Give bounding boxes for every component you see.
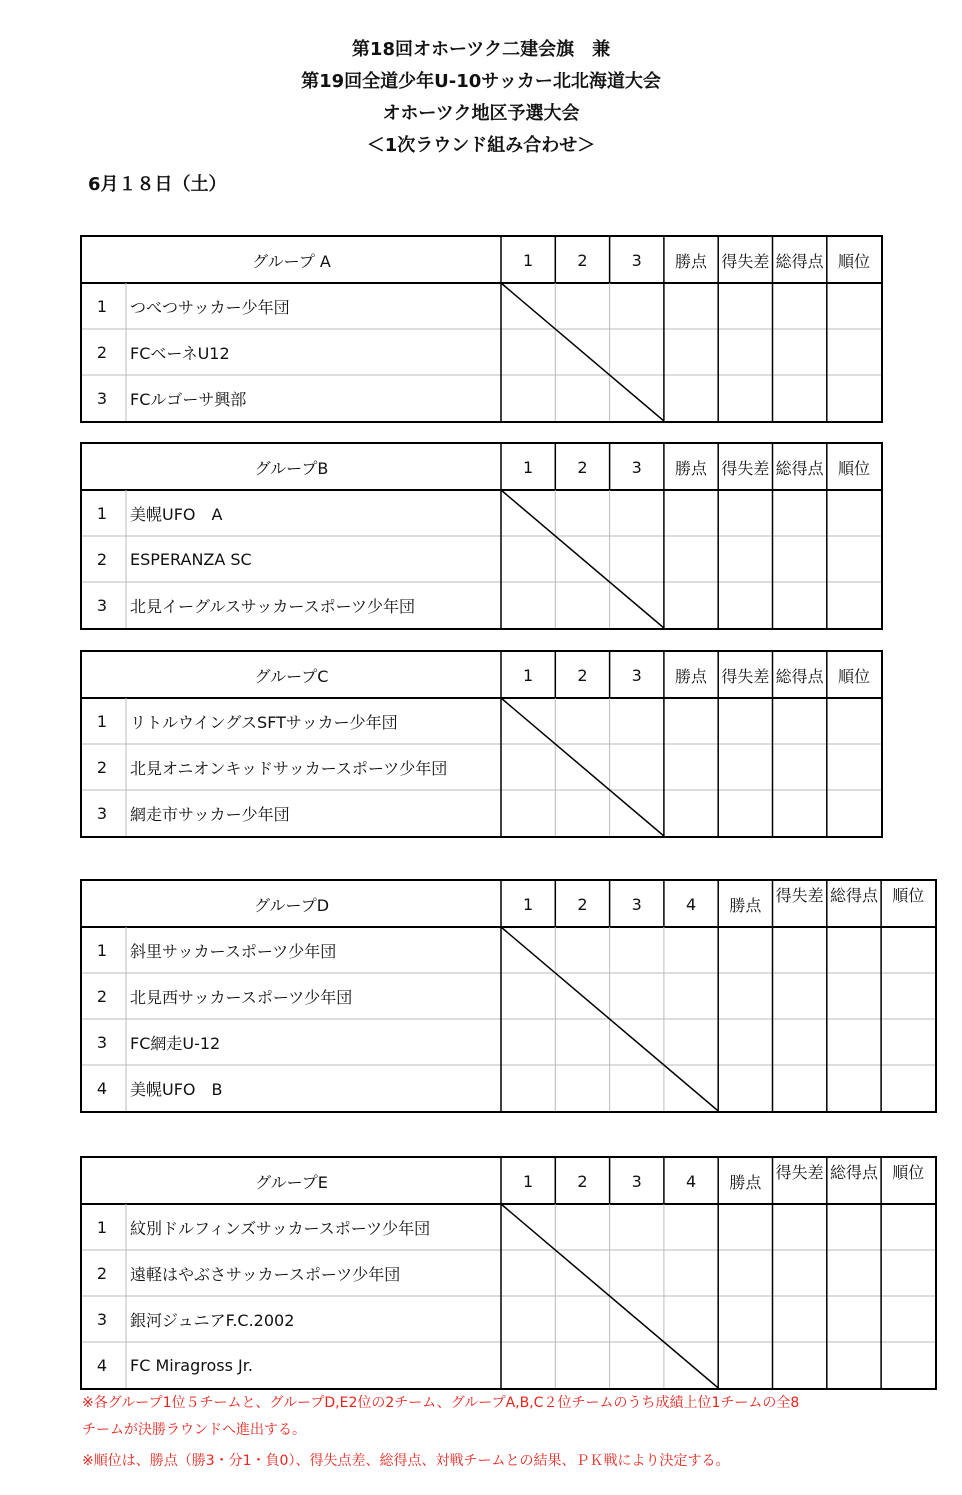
team-number: 2	[96, 549, 108, 569]
team-name: 遠軽はやぶさサッカースポーツ少年団	[130, 1264, 401, 1284]
match-col-header: 2	[577, 665, 588, 685]
team-name: FC網走U-12	[130, 1033, 221, 1053]
match-col-header: 2	[577, 457, 588, 477]
team-name: 斜里サッカースポーツ少年団	[130, 941, 337, 961]
group-name: グループC	[254, 666, 329, 686]
match-col-header: 2	[577, 1171, 588, 1191]
match-col-header: 1	[523, 894, 534, 914]
team-name: ESPERANZA SC	[130, 549, 252, 569]
team-name: 美幌UFO A	[130, 504, 223, 524]
match-col-header: 3	[631, 1171, 642, 1191]
stat-col-header: 総得点	[775, 666, 824, 686]
team-name: 北見西サッカースポーツ少年団	[130, 987, 353, 1007]
stat-col-header: 順位	[892, 1163, 925, 1182]
team-name: リトルウイングスSFTサッカー少年団	[130, 712, 398, 732]
stat-col-header: 総得点	[775, 251, 824, 271]
stat-col-header: 勝点	[729, 1172, 762, 1192]
team-name: 美幌UFO B	[130, 1079, 223, 1099]
note-line-3: ※順位は、勝点（勝3・分1・負0）、得失点差、総得点、対戦チームとの結果、ＰＫ戦により決定する。	[82, 1453, 730, 1469]
group-table	[80, 1156, 937, 1390]
team-number: 1	[96, 940, 108, 960]
group-name: グループB	[254, 458, 329, 478]
stat-col-header: 勝点	[729, 895, 762, 915]
match-col-header: 1	[523, 250, 534, 270]
group-name: グループD	[253, 895, 330, 915]
stat-col-header: 順位	[892, 886, 925, 905]
title-line-1: 第18回オホーツク二建会旗 兼	[351, 39, 611, 60]
match-date: 6月１８日（土）	[88, 174, 227, 195]
title-line-2: 第19回全道少年U-10サッカー北北海道大会	[301, 71, 661, 92]
stat-col-header: 総得点	[829, 886, 878, 905]
note-line-1: ※各グループ1位５チームと、グループD,E2位の2チーム、グループA,B,C２位チームのうち成績上位1チームの全8	[82, 1395, 800, 1411]
team-name: 北見イーグルスサッカースポーツ少年団	[130, 596, 415, 616]
team-name: FCベーネU12	[130, 343, 230, 363]
diagonal-line	[501, 490, 664, 628]
team-name: FCルゴーサ興部	[130, 389, 247, 409]
stat-col-header: 得失差	[775, 1163, 824, 1182]
team-name: 紋別ドルフィンズサッカースポーツ少年団	[130, 1218, 431, 1238]
stat-col-header: 順位	[837, 251, 870, 271]
match-col-header: 3	[631, 250, 642, 270]
team-number: 1	[96, 296, 108, 316]
group-table	[80, 650, 883, 838]
group-table	[80, 879, 937, 1113]
group-table	[80, 235, 883, 423]
team-number: 1	[96, 503, 108, 523]
team-number: 3	[96, 388, 108, 408]
stat-col-header: 総得点	[829, 1163, 878, 1182]
stat-col-header: 総得点	[775, 458, 824, 478]
team-number: 2	[96, 342, 108, 362]
stat-col-header: 勝点	[675, 251, 708, 271]
title-line-3: オホーツク地区予選大会	[382, 103, 580, 124]
stat-col-header: 得失差	[721, 251, 770, 271]
match-col-header: 3	[631, 894, 642, 914]
group-table	[80, 442, 883, 630]
stat-col-header: 勝点	[675, 458, 708, 478]
team-name: 網走市サッカー少年団	[130, 804, 290, 824]
title-line-4: ＜1次ラウンド組み合わせ＞	[366, 135, 596, 156]
stat-col-header: 勝点	[675, 666, 708, 686]
note-line-2: チームが決勝ラウンドへ進出する。	[82, 1422, 306, 1438]
match-col-header: 2	[577, 250, 588, 270]
team-number: 2	[96, 986, 108, 1006]
match-col-header: 2	[577, 894, 588, 914]
diagonal-line	[501, 698, 664, 836]
team-number: 3	[96, 803, 108, 823]
group-name: グループE	[255, 1172, 328, 1192]
team-number: 4	[96, 1355, 108, 1375]
match-col-header: 1	[523, 1171, 534, 1191]
team-number: 1	[96, 1217, 108, 1237]
team-number: 3	[96, 1032, 108, 1052]
team-name: 銀河ジュニアF.C.2002	[130, 1310, 295, 1330]
stat-col-header: 得失差	[775, 886, 824, 905]
stat-col-header: 得失差	[721, 666, 770, 686]
stat-col-header: 得失差	[721, 458, 770, 478]
team-name: つべつサッカー少年団	[130, 297, 290, 317]
stat-col-header: 順位	[837, 458, 870, 478]
team-number: 2	[96, 1263, 108, 1283]
match-col-header: 1	[523, 665, 534, 685]
match-col-header: 1	[523, 457, 534, 477]
stat-col-header: 順位	[837, 666, 870, 686]
group-name: グループ A	[252, 251, 331, 271]
match-col-header: 4	[685, 1171, 697, 1191]
diagonal-line	[501, 283, 664, 421]
team-name: 北見オニオンキッドサッカースポーツ少年団	[130, 758, 448, 778]
team-number: 3	[96, 1309, 108, 1329]
team-name: FC Miragross Jr.	[130, 1355, 253, 1375]
match-col-header: 3	[631, 665, 642, 685]
team-number: 3	[96, 595, 108, 615]
match-col-header: 4	[685, 894, 697, 914]
team-number: 2	[96, 757, 108, 777]
team-number: 4	[96, 1078, 108, 1098]
team-number: 1	[96, 711, 108, 731]
match-col-header: 3	[631, 457, 642, 477]
